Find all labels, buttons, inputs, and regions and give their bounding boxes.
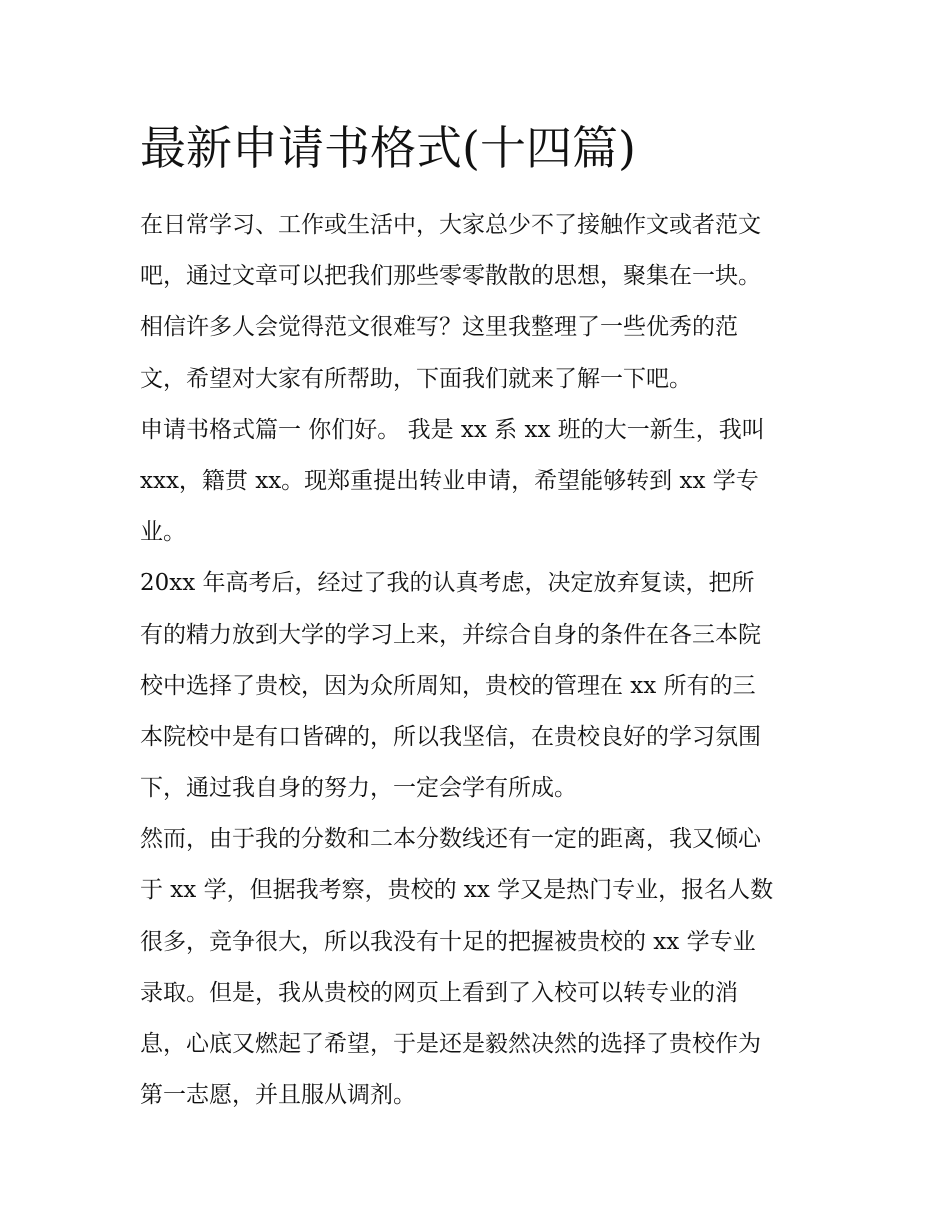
body-line: 很多，竞争很大，所以我没有十足的把握被贵校的 xx 学专业 <box>140 928 756 955</box>
body-line: 第一志愿，并且服从调剂。 <box>140 1082 416 1109</box>
body-line: 文，希望对大家有所帮助，下面我们就来了解一下吧。 <box>140 365 692 392</box>
body-line: xxx，籍贯 xx。现郑重提出转业申请，希望能够转到 xx 学专 <box>140 467 759 494</box>
body-line: 于 xx 学，但据我考察，贵校的 xx 学又是热门专业，报名人数 <box>140 877 774 904</box>
body-line: 校中选择了贵校，因为众所周知，贵校的管理在 xx 所有的三 <box>140 672 756 699</box>
body-line: 申请书格式篇一 你们好。 我是 xx 系 xx 班的大一新生，我叫 <box>140 416 765 443</box>
body-line: 本院校中是有口皆碑的，所以我坚信，在贵校良好的学习氛围 <box>140 723 761 750</box>
body-line: 业。 <box>140 519 186 546</box>
body-line: 20xx 年高考后，经过了我的认真考虑，决定放弃复读，把所 <box>140 570 755 597</box>
body-line: 然而，由于我的分数和二本分数线还有一定的距离，我又倾心 <box>140 826 761 853</box>
document-title: 最新申请书格式(十四篇) <box>140 121 636 175</box>
body-line: 下，通过我自身的努力，一定会学有所成。 <box>140 775 577 802</box>
body-line: 有的精力放到大学的学习上来，并综合自身的条件在各三本院 <box>140 621 761 648</box>
body-line: 在日常学习、工作或生活中，大家总少不了接触作文或者范文 <box>140 212 761 238</box>
body-line: 录取。但是，我从贵校的网页上看到了入校可以转专业的消 <box>140 979 738 1006</box>
body-line: 相信许多人会觉得范文很难写？这里我整理了一些优秀的范 <box>140 314 738 341</box>
document-body <box>140 200 830 1121</box>
body-line: 吧，通过文章可以把我们那些零零散散的思想，聚集在一块。 <box>140 263 761 290</box>
body-line: 息，心底又燃起了希望，于是还是毅然决然的选择了贵校作为 <box>140 1031 761 1057</box>
